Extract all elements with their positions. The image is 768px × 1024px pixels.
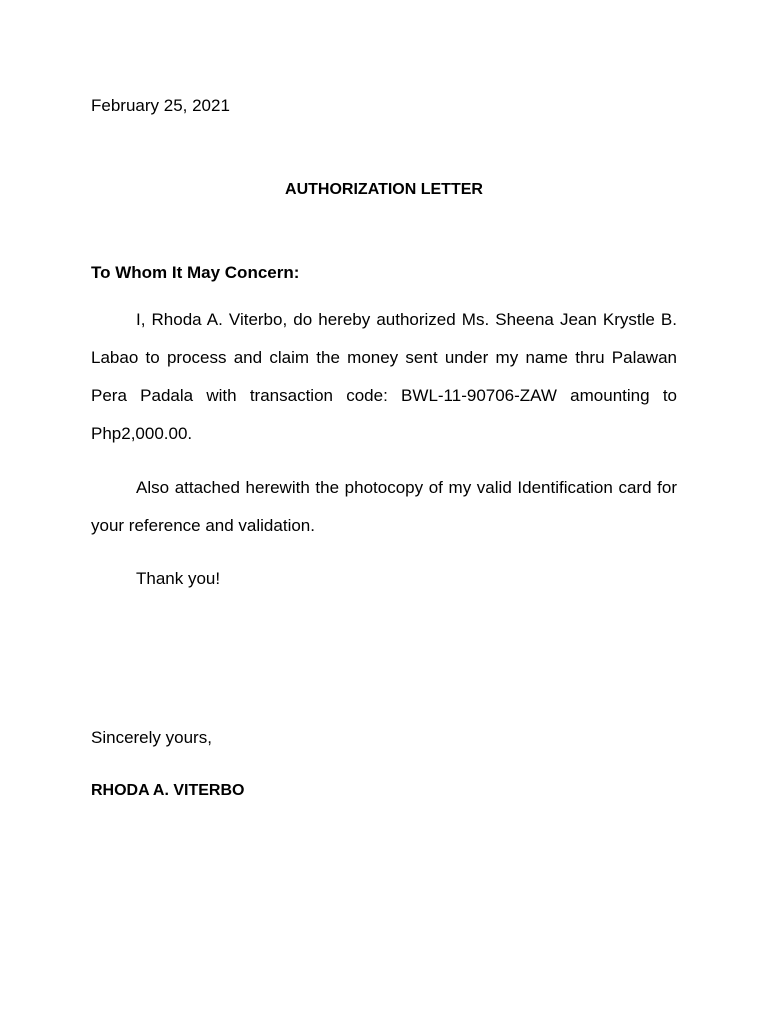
body-paragraph-authorization: I, Rhoda A. Viterbo, do hereby authorized Ms. Sheena Jean Krystle B. Labao to process and claim the money sent under my name thru Palawan Pera Padala with transaction code: BWL-11-90706-ZAW amounting to Php2,000.00. [91, 310, 677, 443]
signer-name: RHODA A. VITERBO [91, 782, 245, 799]
salutation: To Whom It May Concern: [91, 263, 300, 282]
letter-title: AUTHORIZATION LETTER [285, 181, 483, 198]
letter-date: February 25, 2021 [91, 96, 230, 115]
closing: Sincerely yours, [91, 728, 212, 747]
body-paragraph-thanks: Thank you! [136, 569, 221, 588]
body-paragraph-attachment: Also attached herewith the photocopy of my valid Identification card for your reference and validation. [91, 478, 677, 535]
